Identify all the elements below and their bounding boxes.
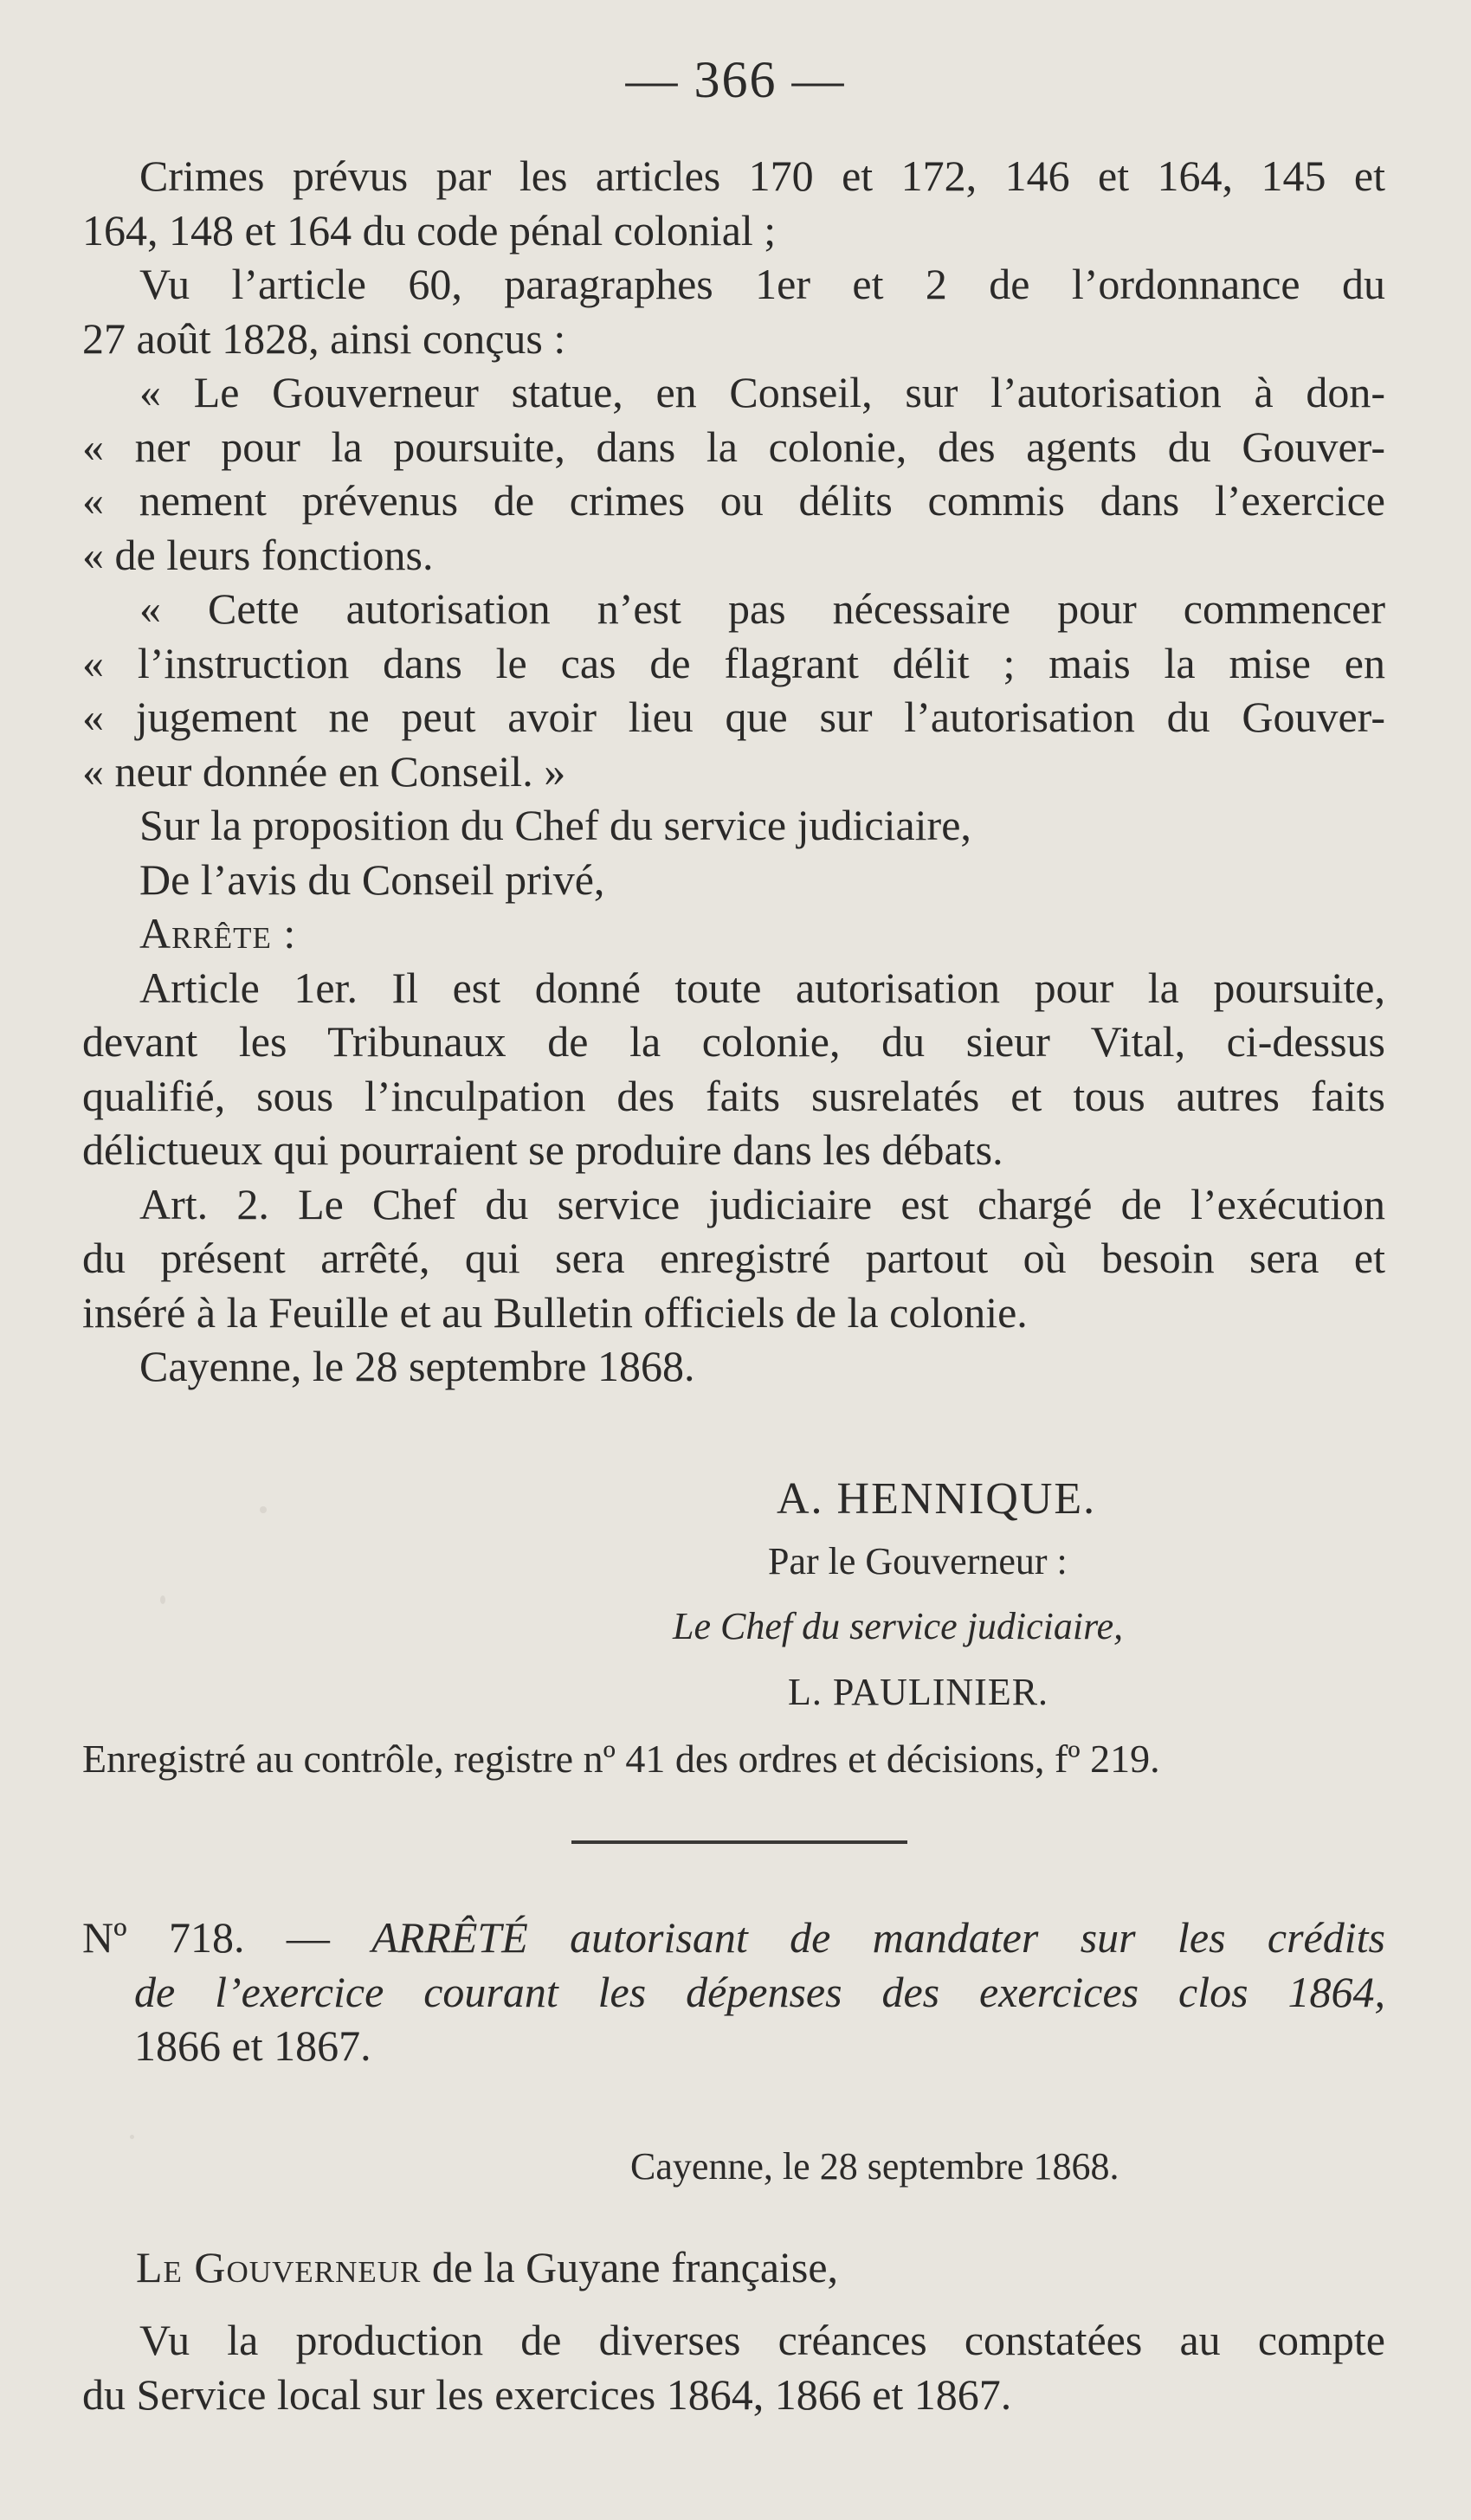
decree-title-line-1 xyxy=(82,1911,1385,1965)
decree-dash: — xyxy=(286,1913,330,1962)
decree-title-text: ARRÊTÉ autorisant de mandater sur les crédits xyxy=(371,1913,1385,1962)
body-line: 164, 148 et 164 du code pénal colonial ; xyxy=(82,205,777,255)
chef-name: L. PAULINIER. xyxy=(788,1671,1049,1713)
body-line: Vu la production de diverses créances constatées au compte xyxy=(139,2316,1385,2364)
decree2-body xyxy=(82,2313,1385,2421)
body-line: 27 août 1828, ainsi conçus : xyxy=(82,313,566,363)
body-line: De l’avis du Conseil privé, xyxy=(139,854,605,904)
decree-title-line-3: 1866 et 1867. xyxy=(134,2021,371,2070)
quote-line: « neur donnée en Conseil. » xyxy=(82,746,566,796)
gouverneur-prefix: Le Gouverneur xyxy=(136,2243,422,2291)
quote-line: « Le Gouverneur statue, en Conseil, sur l’autorisation à don- xyxy=(139,368,1385,416)
chef-title: Le Chef du service judiciaire, xyxy=(673,1605,1124,1647)
signature-name: A. HENNIQUE. xyxy=(777,1474,1097,1524)
quote-line: « ner pour la poursuite, dans la colonie, des agents du Gouver- xyxy=(82,422,1385,471)
decree-date: Cayenne, le 28 septembre 1868. xyxy=(630,2145,1119,2188)
decree-body xyxy=(82,149,1385,1394)
article-line: inséré à la Feuille et au Bulletin officiels de la colonie. xyxy=(82,1287,1028,1337)
quote-line: « nement prévenus de crimes ou délits commis dans l’exercice xyxy=(82,476,1385,525)
body-line: du Service local sur les exercices 1864, 1866 et 1867. xyxy=(82,2369,1012,2419)
arrete-heading: Arrête : xyxy=(139,909,297,957)
quote-line: « l’instruction dans le cas de flagrant délit ; mais la mise en xyxy=(82,638,1385,687)
registration-note: Enregistré au contrôle, registre nº 41 des ordres et décisions, fº 219. xyxy=(82,1737,1160,1781)
paper-speck xyxy=(260,1506,267,1513)
article-line: Art. 2. Le Chef du service judiciaire est chargé de l’exécution xyxy=(139,1179,1385,1228)
article-line: Article 1er. Il est donné toute autorisation pour la poursuite, xyxy=(139,963,1385,1012)
body-line: Sur la proposition du Chef du service judiciaire, xyxy=(139,801,971,849)
article-line: devant les Tribunaux de la colonie, du sieur Vital, ci-dessus xyxy=(82,1017,1385,1066)
paper-speck xyxy=(160,1595,165,1604)
quote-line: « jugement ne peut avoir lieu que sur l’autorisation du Gouver- xyxy=(82,693,1385,741)
decree-title-line-2: de l’exercice courant les dépenses des exercices clos 1864, xyxy=(134,1967,1385,2016)
body-line: Crimes prévus par les articles 170 et 172, 146 et 164, 145 et xyxy=(139,151,1385,200)
quote-line: « Cette autorisation n’est pas nécessaire pour commencer xyxy=(139,584,1385,633)
quote-line: « de leurs fonctions. xyxy=(82,530,434,579)
paper-speck xyxy=(130,2135,134,2139)
article-line: qualifié, sous l’inculpation des faits susrelatés et tous autres faits xyxy=(82,1071,1385,1120)
article-line: délictueux qui pourraient se produire dans les débats. xyxy=(82,1125,1003,1174)
gouverneur-rest: de la Guyane française, xyxy=(431,2243,839,2291)
article-line: du présent arrêté, qui sera enregistré partout où besoin sera et xyxy=(82,1234,1385,1282)
date-line: Cayenne, le 28 septembre 1868. xyxy=(139,1342,695,1390)
section-divider xyxy=(571,1840,907,1844)
body-line: Vu l’article 60, paragraphes 1er et 2 de l’ordonnance du xyxy=(139,260,1385,308)
page-number: — 366 — xyxy=(625,51,846,108)
decree-number: Nº 718. xyxy=(82,1913,245,1962)
par-le-gouverneur: Par le Gouverneur : xyxy=(768,1540,1068,1582)
decree-title xyxy=(82,1911,1385,2073)
gouverneur-line xyxy=(136,2242,838,2292)
